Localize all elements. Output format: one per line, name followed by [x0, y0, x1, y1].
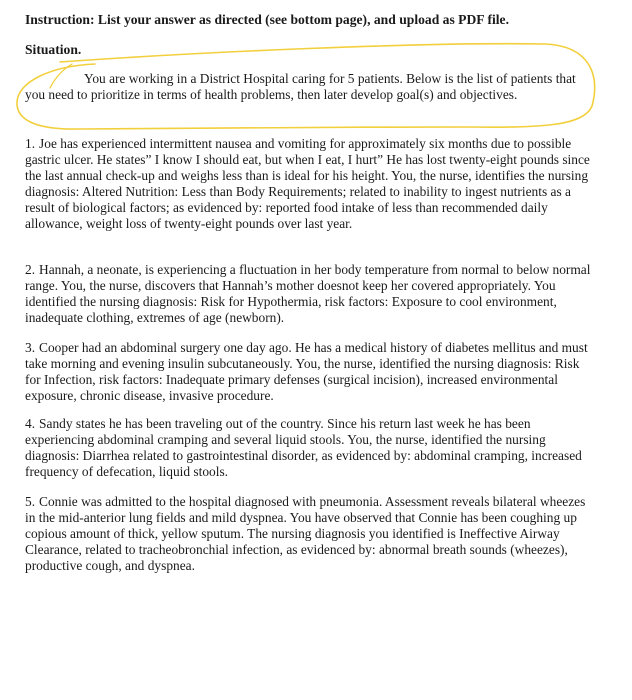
patient-item-4 [25, 416, 597, 480]
situation-heading: Situation. [25, 42, 82, 57]
patient-item-3 [25, 340, 597, 404]
patient-item-text: Hannah, a neonate, is experiencing a fluctuation in her body temperature from normal to below normal range. You, the nurse, discovers that Hannah’s mother doesnot keep her covered appropriately. You identified the nursing diagnosis: Risk for Hypothermia, risk factors: Exposure to cool environment, inadequate clothing, extremes of age (newborn). [25, 262, 591, 325]
patient-item-text: Sandy states he has been traveling out of the country. Since his return last week he has been experiencing abdominal cramping and several liquid stools. You, the nurse, identified the nursing diagnosis: Diarrhea related to gastrointestinal disorder, as evidenced by: abdominal cramping, increased frequency of defecation, liquid stools. [25, 416, 582, 479]
patient-item-text: Joe has experienced intermittent nausea and vomiting for approximately six months due to possible gastric ulcer. He states” I know I should eat, but when I eat, I hurt” He has lost twenty-eight pounds since the last annual check-up and weighs less than is ideal for his height. You, the nurse, identifies the nursing diagnosis: Altered Nutrition: Less than Body Requirements; related to inability to ingest nutrients as a result of biological factors; as evidenced by: reported food intake of less than recommended daily allowance, weight loss of twenty-eight pounds over last year. [25, 136, 590, 231]
patient-item-1 [25, 136, 597, 232]
patient-item-number: 5. [25, 494, 36, 509]
patient-item-number: 2. [25, 262, 36, 277]
patient-item-number: 1. [25, 136, 36, 151]
patient-item-number: 4. [25, 416, 36, 431]
patient-item-5 [25, 494, 597, 574]
patient-item-text: Connie was admitted to the hospital diagnosed with pneumonia. Assessment reveals bilateral wheezes in the mid-anterior lung fields and mild dyspnea. You have observed that Connie has been coughing up copious amount of thick, yellow sputum. The nursing diagnosis you identified is Ineffective Airway Clearance, related to tracheobronchial infection, as evidenced by: abnormal breath sounds (wheezes), productive cough, and dyspnea. [25, 494, 586, 573]
intro-paragraph: You are working in a District Hospital caring for 5 patients. Below is the list of patients that you need to prioritize in terms of health problems, then later develop goal(s) and objectives. [25, 71, 576, 102]
patient-item-text: Cooper had an abdominal surgery one day ago. He has a medical history of diabetes mellitus and must take morning and evening insulin subcutaneously. You, the nurse, identified the nursing diagnosis: Risk for Infection, risk factors: Inadequate primary defenses (surgical incision), increased environmental exposure, chronic disease, invasive procedure. [25, 340, 588, 403]
patient-item-number: 3. [25, 340, 36, 355]
patient-item-2 [25, 262, 597, 326]
instruction-heading: Instruction: List your answer as directed (see bottom page), and upload as PDF file. [25, 12, 509, 27]
